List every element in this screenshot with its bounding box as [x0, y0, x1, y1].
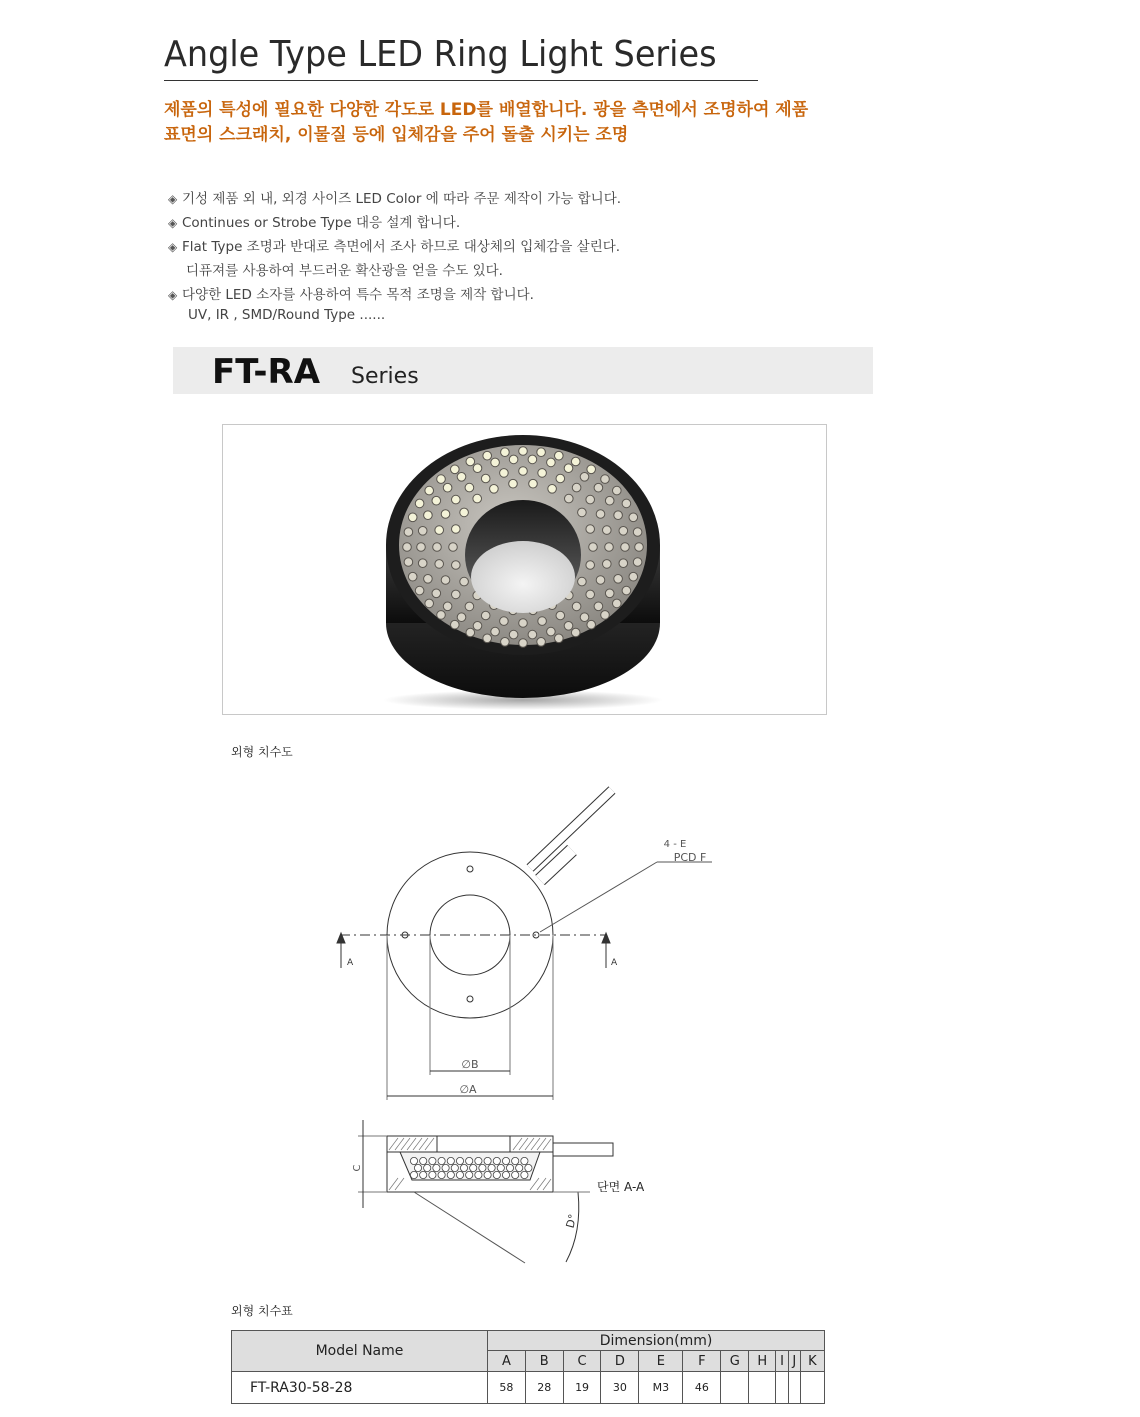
section-led-icon: [493, 1171, 500, 1178]
led-bulb-icon: [435, 526, 444, 535]
led-bulb-icon: [418, 527, 427, 536]
led-bulb-icon: [408, 513, 417, 522]
product-photo-frame: [222, 424, 827, 715]
dimension-value-cell: [721, 1372, 749, 1404]
led-bulb-icon: [629, 572, 638, 581]
led-bulb-icon: [452, 561, 461, 570]
led-bulb-icon: [580, 473, 589, 482]
led-bulb-icon: [587, 620, 596, 629]
led-bulb-icon: [586, 525, 595, 534]
led-bulb-icon: [437, 475, 446, 484]
led-bulb-icon: [529, 479, 538, 488]
dimension-letter-d: D: [601, 1351, 639, 1372]
led-bulb-icon: [635, 543, 644, 552]
section-led-icon: [479, 1164, 486, 1171]
section-led-icon: [429, 1171, 436, 1178]
led-bulb-icon: [433, 543, 442, 552]
led-bulb-icon: [432, 589, 441, 598]
led-bulb-icon: [587, 465, 596, 474]
led-bulb-icon: [519, 447, 528, 456]
diamond-bullet-icon: ◈: [168, 240, 178, 254]
section-led-icon: [429, 1157, 436, 1164]
led-bulb-icon: [452, 495, 461, 504]
dimension-letter-b: B: [525, 1351, 563, 1372]
led-bulb-icon: [548, 485, 557, 494]
led-bulb-icon: [519, 639, 528, 648]
led-bulb-icon: [571, 628, 580, 637]
section-led-icon: [493, 1157, 500, 1164]
dimension-value-cell: [800, 1372, 824, 1404]
drawing-section-title: 외형 치수도: [231, 745, 293, 759]
led-bulb-icon: [501, 448, 510, 457]
section-led-icon: [525, 1164, 532, 1171]
led-bulb-icon: [404, 528, 413, 537]
led-bulb-icon: [519, 619, 528, 628]
led-bulb-icon: [425, 486, 434, 495]
section-arrow-right-label: A: [611, 958, 618, 968]
diamond-bullet-icon: ◈: [168, 192, 178, 206]
led-bulb-icon: [509, 479, 518, 488]
led-bulb-icon: [572, 483, 581, 492]
led-bulb-icon: [473, 464, 482, 473]
led-bulb-icon: [605, 543, 614, 552]
angle-d-label: D°: [563, 1212, 580, 1230]
led-bulb-icon: [500, 617, 509, 626]
led-bulb-icon: [555, 634, 564, 643]
led-bulb-icon: [614, 575, 623, 584]
led-bulb-icon: [425, 599, 434, 608]
dimension-letter-k: K: [800, 1351, 824, 1372]
led-bulb-icon: [466, 457, 475, 466]
led-bulb-icon: [537, 638, 546, 647]
feature-text: Flat Type 조명과 반대로 측면에서 조사 하므로 대상체의 입체감을 살린다.: [182, 239, 621, 255]
intro-line-2: 표면의 스크래치, 이물질 등에 입체감을 주어 돌출 시키는 조명: [164, 125, 629, 145]
dimension-letter-f: F: [683, 1351, 721, 1372]
section-led-icon: [414, 1164, 421, 1171]
led-bulb-icon: [403, 543, 412, 552]
led-bulb-icon: [589, 543, 598, 552]
led-bulb-icon: [460, 577, 469, 586]
led-bulb-icon: [449, 543, 458, 552]
pcd-label: PCD F: [673, 851, 707, 864]
led-bulb-icon: [491, 458, 500, 467]
led-bulb-icon: [408, 572, 417, 581]
dimension-letter-e: E: [639, 1351, 683, 1372]
feature-item-4-continued: UV, IR , SMD/Round Type ......: [188, 307, 386, 323]
section-led-icon: [475, 1171, 482, 1178]
led-bulb-icon: [509, 630, 518, 639]
section-led-icon: [456, 1171, 463, 1178]
led-bulb-icon: [451, 620, 460, 629]
dimension-value-cell: 28: [525, 1372, 563, 1404]
section-led-icon: [506, 1164, 513, 1171]
led-bulb-icon: [473, 622, 482, 631]
led-bulb-icon: [537, 448, 546, 457]
led-bulb-icon: [633, 558, 642, 567]
dimension-value-cell: [788, 1372, 800, 1404]
led-bulb-icon: [578, 577, 587, 586]
page-title: Angle Type LED Ring Light Series: [164, 34, 717, 75]
led-bulb-icon: [547, 627, 556, 636]
led-bulb-icon: [451, 465, 460, 474]
section-led-icon: [460, 1164, 467, 1171]
led-bulb-icon: [528, 630, 537, 639]
section-led-icon: [466, 1171, 473, 1178]
dimension-value-cell: [749, 1372, 776, 1404]
led-bulb-icon: [417, 543, 426, 552]
section-led-icon: [521, 1157, 528, 1164]
section-aa-label: 단면 A-A: [597, 1180, 645, 1194]
table-row: [232, 1372, 825, 1404]
section-led-icon: [484, 1157, 491, 1164]
section-led-icon: [475, 1157, 482, 1164]
diameter-b-label: ∅B: [461, 1058, 479, 1071]
led-bulb-icon: [443, 483, 452, 492]
dimension-value-cell: M3: [639, 1372, 683, 1404]
section-led-icon: [438, 1171, 445, 1178]
section-led-icon: [512, 1171, 519, 1178]
led-bulb-icon: [622, 586, 631, 595]
section-led-icon: [447, 1171, 454, 1178]
diameter-a-label: ∅A: [459, 1083, 477, 1096]
led-bulb-icon: [418, 559, 427, 568]
led-bulb-icon: [415, 586, 424, 595]
led-bulb-icon: [555, 451, 564, 460]
led-bulb-icon: [622, 499, 631, 508]
led-bulb-icon: [596, 576, 605, 585]
dimension-drawing: [300, 770, 740, 1270]
led-bulb-icon: [565, 494, 574, 503]
dimension-letter-c: C: [563, 1351, 601, 1372]
dimension-value-cell: 58: [488, 1372, 526, 1404]
led-bulb-icon: [603, 526, 612, 535]
section-led-icon: [438, 1157, 445, 1164]
section-led-icon: [466, 1157, 473, 1164]
led-bulb-icon: [424, 575, 433, 584]
section-led-icon: [433, 1164, 440, 1171]
led-bulb-icon: [509, 455, 518, 464]
led-bulb-icon: [601, 475, 610, 484]
feature-item-2: [168, 211, 460, 231]
led-bulb-icon: [605, 589, 614, 598]
led-bulb-icon: [457, 613, 466, 622]
led-bulb-icon: [457, 473, 466, 482]
section-led-icon: [456, 1157, 463, 1164]
dimension-letter-a: A: [488, 1351, 526, 1372]
section-led-icon: [424, 1164, 431, 1171]
dimension-letter-i: I: [776, 1351, 788, 1372]
intro-line-1: 제품의 특성에 필요한 다양한 각도로 LED를 배열합니다. 광을 측면에서 조명하여 제품: [164, 100, 809, 120]
led-bulb-icon: [603, 560, 612, 569]
led-bulb-icon: [601, 611, 610, 620]
section-led-icon: [451, 1164, 458, 1171]
feature-item-1: [168, 187, 621, 207]
led-bulb-icon: [437, 611, 446, 620]
section-led-icon: [410, 1157, 417, 1164]
title-underline: [164, 80, 758, 81]
led-bulb-icon: [483, 634, 492, 643]
led-bulb-icon: [613, 599, 622, 608]
led-bulb-icon: [435, 560, 444, 569]
led-ring-light-icon: [223, 425, 826, 714]
feature-item-4: [168, 283, 534, 303]
dimension-table: [231, 1330, 825, 1404]
section-led-icon: [516, 1164, 523, 1171]
led-bulb-icon: [441, 576, 450, 585]
led-bulb-icon: [594, 483, 603, 492]
led-bulb-icon: [465, 483, 474, 492]
led-bulb-icon: [483, 451, 492, 460]
led-bulb-icon: [466, 628, 475, 637]
led-bulb-icon: [564, 622, 573, 631]
feature-text: 기성 제품 외 내, 외경 사이즈 LED Color 에 따라 주문 제작이 가능 합니다.: [182, 191, 622, 207]
section-led-icon: [420, 1157, 427, 1164]
series-label: Series: [351, 364, 419, 389]
led-bulb-icon: [452, 525, 461, 534]
series-model-name: FT-RA: [212, 352, 321, 392]
diamond-bullet-icon: ◈: [168, 216, 178, 230]
led-bulb-icon: [519, 467, 528, 476]
height-c-label: C: [352, 1164, 363, 1172]
led-bulb-icon: [578, 508, 587, 517]
led-bulb-icon: [490, 485, 499, 494]
led-bulb-icon: [481, 611, 490, 620]
led-bulb-icon: [432, 496, 441, 505]
led-bulb-icon: [596, 510, 605, 519]
section-led-icon: [521, 1171, 528, 1178]
section-led-icon: [410, 1171, 417, 1178]
led-bulb-icon: [415, 499, 424, 508]
table-section-title: 외형 치수표: [231, 1304, 293, 1318]
led-bulb-icon: [460, 508, 469, 517]
led-bulb-icon: [528, 455, 537, 464]
feature-item-3: [168, 235, 620, 255]
led-bulb-icon: [501, 638, 510, 647]
led-bulb-icon: [614, 511, 623, 520]
led-bulb-icon: [586, 590, 595, 599]
led-bulb-icon: [441, 510, 450, 519]
section-led-icon: [502, 1157, 509, 1164]
section-led-icon: [420, 1171, 427, 1178]
dimension-letter-g: G: [721, 1351, 749, 1372]
dimension-value-cell: 46: [683, 1372, 721, 1404]
led-bulb-icon: [572, 602, 581, 611]
section-led-icon: [502, 1171, 509, 1178]
section-led-icon: [447, 1157, 454, 1164]
led-bulb-icon: [465, 602, 474, 611]
dimension-letter-j: J: [788, 1351, 800, 1372]
led-bulb-icon: [594, 602, 603, 611]
section-led-icon: [512, 1157, 519, 1164]
led-bulb-icon: [613, 486, 622, 495]
led-bulb-icon: [564, 464, 573, 473]
section-led-icon: [484, 1171, 491, 1178]
section-led-icon: [497, 1164, 504, 1171]
led-bulb-icon: [586, 561, 595, 570]
led-bulb-icon: [580, 613, 589, 622]
led-bulb-icon: [473, 494, 482, 503]
led-bulb-icon: [633, 528, 642, 537]
section-led-icon: [442, 1164, 449, 1171]
led-bulb-icon: [629, 513, 638, 522]
led-bulb-icon: [538, 469, 547, 478]
led-bulb-icon: [605, 496, 614, 505]
section-arrow-left-label: A: [347, 958, 354, 968]
led-bulb-icon: [547, 458, 556, 467]
led-bulb-icon: [556, 474, 565, 483]
led-bulb-icon: [491, 627, 500, 636]
led-bulb-icon: [404, 558, 413, 567]
led-bulb-icon: [500, 469, 509, 478]
led-bulb-icon: [621, 543, 630, 552]
led-bulb-icon: [571, 457, 580, 466]
led-bulb-icon: [556, 611, 565, 620]
feature-text: Continues or Strobe Type 대응 설계 합니다.: [182, 215, 461, 231]
led-bulb-icon: [481, 474, 490, 483]
led-bulb-icon: [619, 527, 628, 536]
model-name-cell: FT-RA30-58-28: [232, 1372, 488, 1404]
feature-item-3-continued: 디퓨져를 사용하여 부드러운 확산광을 얻을 수도 있다.: [186, 263, 503, 279]
dimension-value-cell: [776, 1372, 788, 1404]
dimension-value-cell: 30: [601, 1372, 639, 1404]
led-bulb-icon: [424, 511, 433, 520]
dimension-header: Dimension(mm): [488, 1331, 825, 1351]
led-bulb-icon: [586, 495, 595, 504]
led-bulb-icon: [619, 559, 628, 568]
led-bulb-icon: [443, 602, 452, 611]
model-name-header: Model Name: [232, 1331, 488, 1372]
feature-text: 다양한 LED 소자를 사용하여 특수 목적 조명을 제작 합니다.: [182, 287, 534, 303]
diamond-bullet-icon: ◈: [168, 288, 178, 302]
led-bulb-icon: [452, 590, 461, 599]
dimension-letter-h: H: [749, 1351, 776, 1372]
section-led-icon: [470, 1164, 477, 1171]
section-led-icon: [488, 1164, 495, 1171]
hole-count-label: 4 - E: [663, 839, 687, 850]
led-bulb-icon: [538, 617, 547, 626]
dimension-value-cell: 19: [563, 1372, 601, 1404]
